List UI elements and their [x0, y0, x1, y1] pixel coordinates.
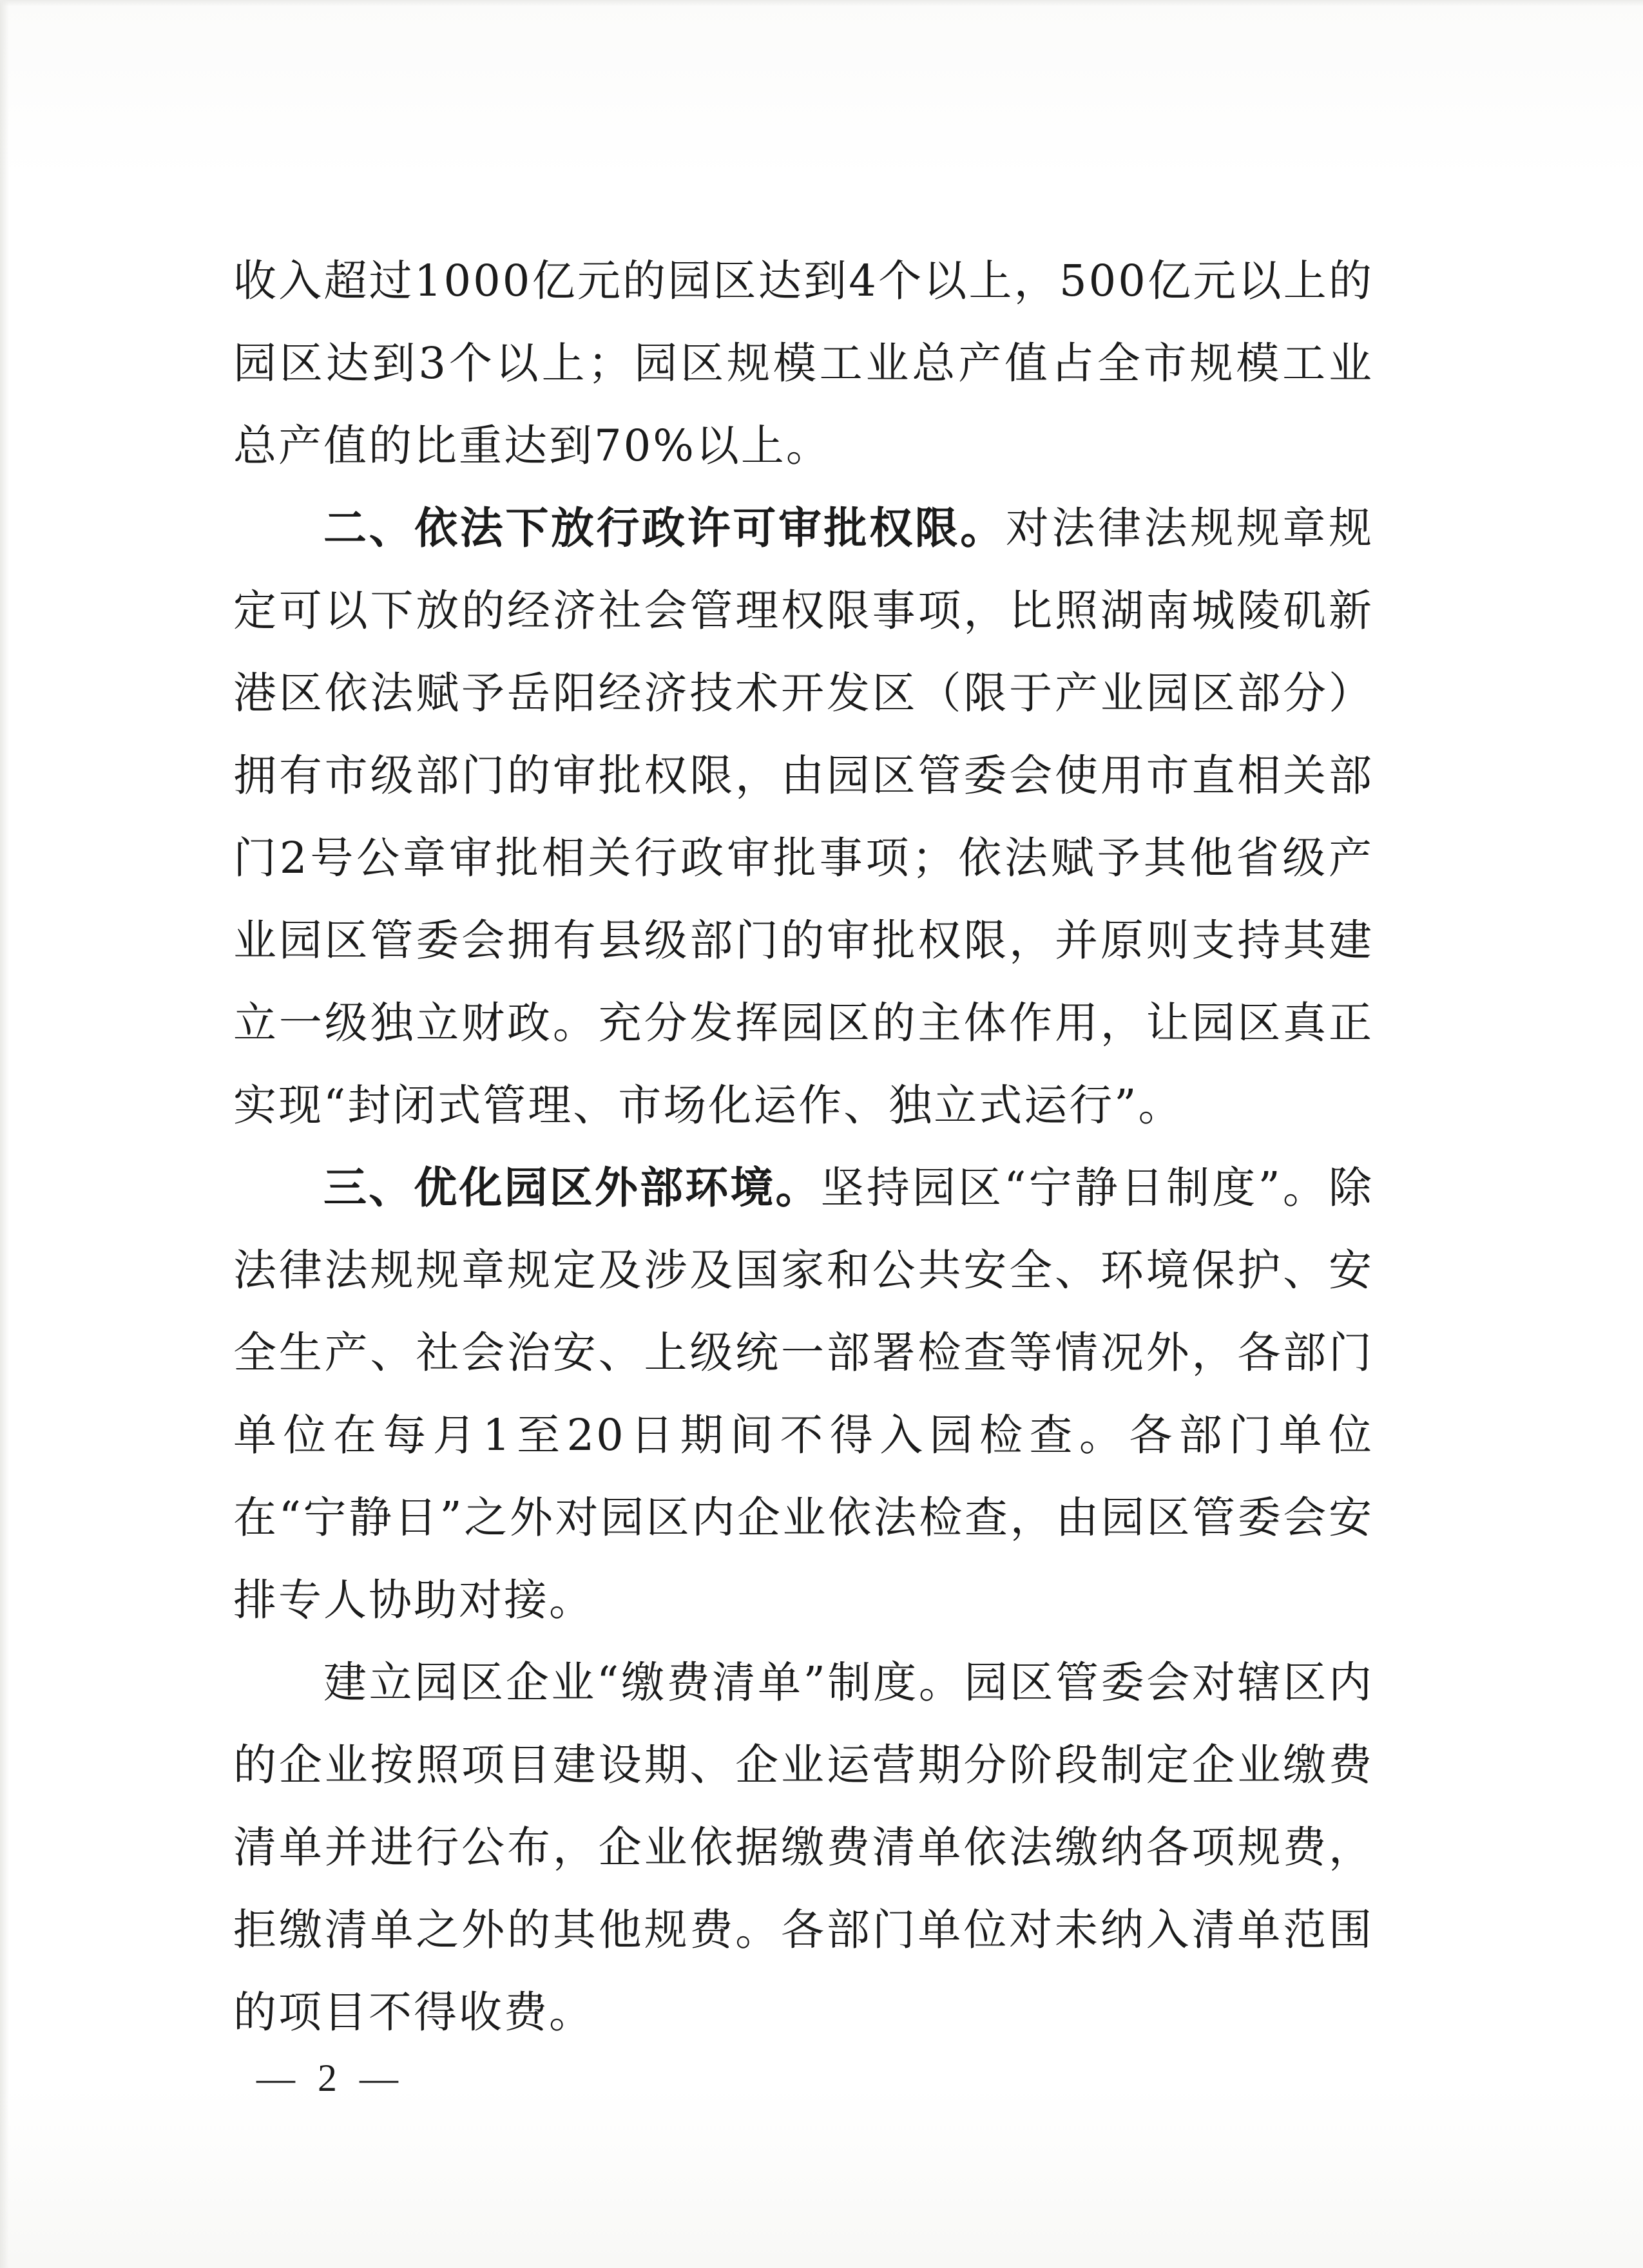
scan-edge — [0, 0, 1643, 6]
section-heading: 三、优化园区外部环境。 — [323, 1163, 821, 1213]
paragraph-fee-list — [233, 1641, 1374, 2054]
paragraph-text: 建立园区企业“缴费清单”制度。园区管委会对辖区内的企业按照项目建设期、企业运营期分阶段制定企业缴费清单并进行公布，企业依据缴费清单依法缴纳各项规费，拒缴清单之外的其他规费。各部门单位对未纳入清单范围的项目不得收费。 — [233, 1657, 1374, 2037]
page-number: — 2 — — [256, 2057, 405, 2099]
paragraph-text: 坚持园区“宁静日制度”。除法律法规规章规定及涉及国家和公共安全、环境保护、安全生产、社会治安、上级统一部署检查等情况外，各部门单位在每月1至20日期间不得入园检查。各部门单位在“宁静日”之外对园区内企业依法检查，由园区管委会安排专人协助对接。 — [233, 1163, 1374, 1625]
paragraph-section-3 — [233, 1147, 1374, 1641]
paragraph-section-2 — [233, 487, 1374, 1147]
paragraph-continuation — [233, 240, 1374, 487]
scan-edge — [0, 0, 9, 2268]
document-body — [233, 240, 1374, 2054]
paragraph-text: 对法律法规规章规定可以下放的经济社会管理权限事项，比照湖南城陵矶新港区依法赋予岳阳经济技术开发区（限于产业园区部分）拥有市级部门的审批权限，由园区管委会使用市直相关部门2号公章审批相关行政审批事项；依法赋予其他省级产业园区管委会拥有县级部门的审批权限，并原则支持其建立一级独立财政。充分发挥园区的主体作用，让园区真正实现“封闭式管理、市场化运作、独立式运行”。 — [233, 503, 1374, 1130]
paragraph-text: 收入超过1000亿元的园区达到4个以上，500亿元以上的园区达到3个以上；园区规模工业总产值占全市规模工业总产值的比重达到70%以上。 — [233, 256, 1374, 471]
section-heading: 二、依法下放行政许可审批权限。 — [323, 503, 1006, 553]
